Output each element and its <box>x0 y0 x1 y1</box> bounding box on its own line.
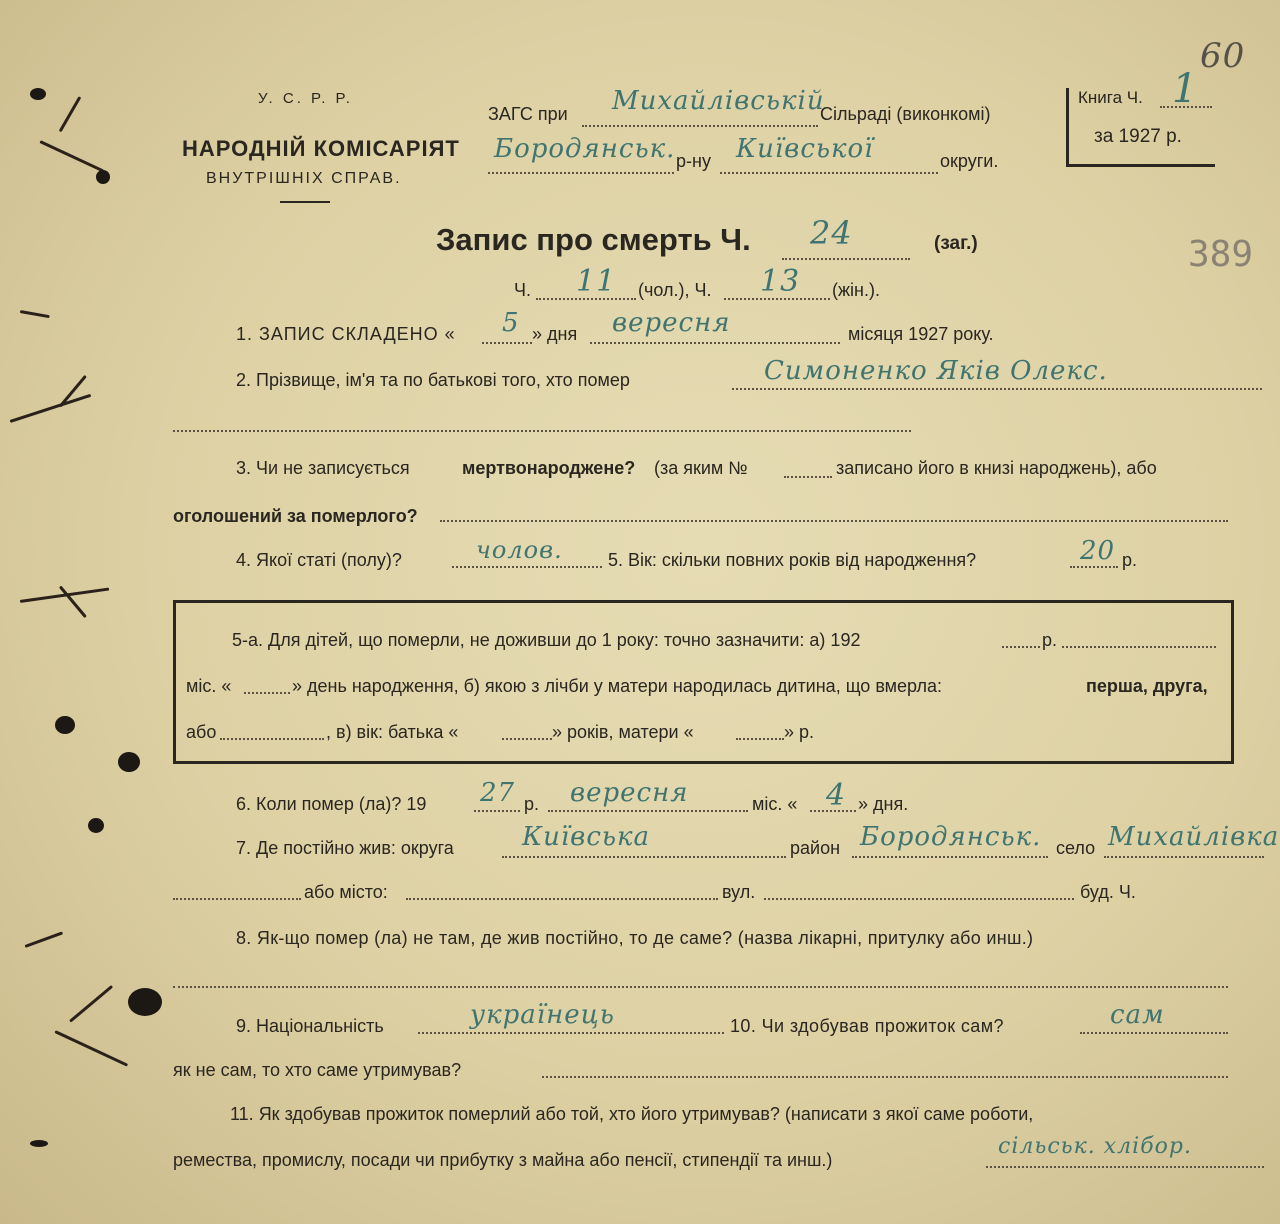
zags-suffix: Сільраді (виконкомі) <box>820 104 991 124</box>
item3-stillborn: мертвонароджене? <box>462 458 636 478</box>
item7-okruha: Київська <box>522 822 651 852</box>
item6-year-line <box>474 810 520 812</box>
item6-mis: міс. « <box>752 794 798 814</box>
item6-year: 27 <box>480 778 516 808</box>
item6-day-line <box>810 810 856 812</box>
item7-selo: Михайлівка <box>1108 822 1280 852</box>
female-number: 13 <box>760 264 801 299</box>
item1-prefix: 1. ЗАПИС СКЛАДЕНО « <box>236 324 456 344</box>
item1-day-line <box>482 342 532 344</box>
item5a-line3-d: » р. <box>784 722 815 742</box>
item7-raion: Бородянськ. <box>860 822 1042 852</box>
item7-street-line <box>764 898 1074 900</box>
zags-village-value: Михайлівській <box>612 86 825 116</box>
item3-number-line <box>784 476 832 478</box>
item8-label: 8. Як-що помер (ла) не там, де жив постійно, то де саме? (назва лікарні, притулку або инш.) <box>236 928 1034 948</box>
item7-city-label: або місто: <box>304 882 388 902</box>
item5a-order-line <box>220 738 324 740</box>
item7-line2-lead <box>173 898 301 900</box>
item5a-line2-a: міс. « <box>186 676 232 696</box>
item11-value: сільськ. хлібор. <box>998 1134 1192 1159</box>
page-title: Запис про смерть Ч. <box>436 222 751 257</box>
item8-line <box>173 986 1228 988</box>
item10-line <box>1080 1032 1228 1034</box>
item9-line <box>418 1032 724 1034</box>
item7-label: 7. Де постійно жив: округа <box>236 838 454 858</box>
book-year: за 1927 р. <box>1094 126 1182 147</box>
item2-line <box>732 388 1262 390</box>
item4-value: чолов. <box>476 536 563 564</box>
item5-value: 20 <box>1080 536 1116 566</box>
item6-prefix: 6. Коли помер (ла)? 19 <box>236 794 427 814</box>
item5a-line3-c: » років, матери « <box>552 722 694 742</box>
item3-line1-c: записано його в книзі народжень), або <box>836 458 1157 478</box>
item5a-line1: 5-а. Для дітей, що померли, не доживши до 1 року: точно зазначити: а) 192 <box>232 630 861 650</box>
item5a-line1-end: р. <box>1042 630 1058 650</box>
item6-r: р. <box>524 794 540 814</box>
item5a-father-line <box>502 738 552 740</box>
okruha-value: Київської <box>736 134 874 164</box>
item10-label: 10. Чи здобував прожиток сам? <box>730 1016 1004 1036</box>
item3-declared-dead: оголошений за померлого? <box>173 506 418 526</box>
item3-line2 <box>440 520 1228 522</box>
book-number-line <box>1160 106 1212 108</box>
corner-page-number: 60 <box>1200 36 1246 76</box>
item9-label: 9. Національність <box>236 1016 384 1036</box>
item1-day: 5 <box>502 308 520 338</box>
item4-label: 4. Якої статі (полу)? <box>236 550 402 570</box>
item7-selo-label: село <box>1056 838 1096 858</box>
female-label: (жін.). <box>832 280 880 300</box>
item10-value: сам <box>1110 1000 1165 1030</box>
ussr-label: У. С. Р. Р. <box>258 90 353 107</box>
male-number-line <box>536 298 636 300</box>
book-label: Книга Ч. <box>1078 88 1143 107</box>
item3-line1-b: (за яким № <box>654 458 748 478</box>
item7-city-line <box>406 898 718 900</box>
commissariat-label: НАРОДНІЙ КОМІСАРІЯТ <box>182 136 460 161</box>
zags-village-line <box>582 125 818 127</box>
zags-prefix: ЗАГС при <box>488 104 568 124</box>
item7-okruha-line <box>502 856 786 858</box>
item7-raion-line <box>852 856 1048 858</box>
item7-raion-label: район <box>790 838 841 858</box>
item11-line <box>986 1166 1264 1168</box>
item1-month: вересня <box>612 308 731 338</box>
item6-month: вересня <box>570 778 689 808</box>
district-line <box>488 172 674 174</box>
item5a-mother-line <box>736 738 784 740</box>
female-number-line <box>724 298 830 300</box>
okruha-suffix: округи. <box>940 151 999 171</box>
item11-line2: ремества, промислу, посади чи прибутку з майна або пенсії, стипендії та инш.) <box>173 1150 833 1170</box>
item5a-line3-b: , в) вік: батька « <box>326 722 459 742</box>
item5a-line2-b: » день народження, б) якою з лічби у матери народилась дитина, що вмерла: <box>292 676 942 696</box>
item9-value: українець <box>470 1000 615 1030</box>
item6-month-line <box>548 810 748 812</box>
item5-label: 5. Вік: скільки повних років від народження? <box>608 550 977 570</box>
item5-line <box>1070 566 1118 568</box>
male-prefix: Ч. <box>514 280 531 300</box>
okruha-line <box>720 172 938 174</box>
item2-label: 2. Прізвище, ім'я та по батькові того, хто помер <box>236 370 630 390</box>
item4-line <box>452 566 602 568</box>
item5a-line3-a: або <box>186 722 217 742</box>
item5-suffix: р. <box>1122 550 1138 570</box>
record-number: 24 <box>810 214 853 252</box>
item7-street-label: вул. <box>722 882 756 902</box>
item1-mid: » дня <box>532 324 578 344</box>
male-number: 11 <box>576 264 617 299</box>
book-number: 1 <box>1172 66 1199 112</box>
item5a-first-second: перша, друга, <box>1086 676 1208 696</box>
item5a-tail-line <box>1062 646 1216 648</box>
item6-day: 4 <box>826 778 847 813</box>
item7-house-label: буд. Ч. <box>1080 882 1136 902</box>
item10-line2-fill <box>542 1076 1228 1078</box>
item1-month-line <box>590 342 840 344</box>
item6-end: » дня. <box>858 794 909 814</box>
male-label: (чол.), Ч. <box>638 280 712 300</box>
item5a-month-line <box>244 692 290 694</box>
item2-line2 <box>173 430 911 432</box>
internal-affairs-label: ВНУТРІШНІХ СПРАВ. <box>206 170 402 187</box>
item11-line1: 11. Як здобував прожиток померлий або той, хто його утримував? (написати з якої саме роботи, <box>230 1104 1034 1124</box>
record-number-line <box>782 258 910 260</box>
item7-selo-line <box>1104 856 1264 858</box>
item2-value: Симоненко Яків Олекс. <box>764 356 1108 386</box>
district-value: Бородянськ. <box>494 134 676 164</box>
item3-line1-a: 3. Чи не записується <box>236 458 410 478</box>
district-suffix: р-ну <box>676 151 711 171</box>
header-rule <box>280 201 330 203</box>
record-suffix: (заг.) <box>934 233 978 254</box>
item10-line2: як не сам, то хто саме утримував? <box>173 1060 462 1080</box>
archive-stamp-number: 389 <box>1188 234 1254 275</box>
item5a-year-line <box>1002 646 1040 648</box>
item1-suffix: місяця 1927 року. <box>848 324 994 344</box>
